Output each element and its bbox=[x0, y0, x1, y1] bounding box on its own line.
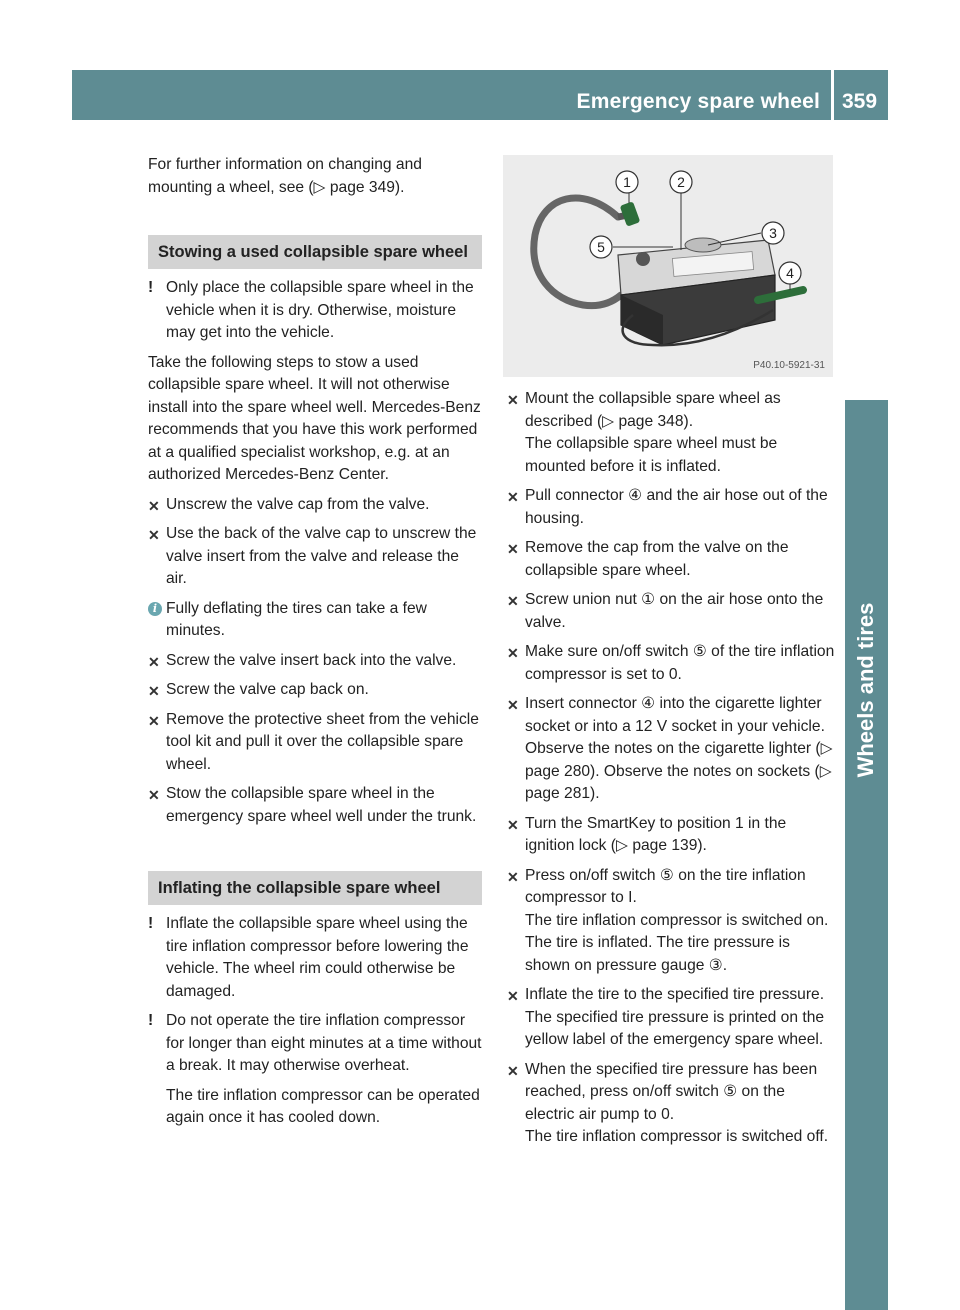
callout-1: 1 bbox=[623, 174, 631, 190]
step-icon: ✕ bbox=[507, 489, 519, 505]
list-item: ✕ Stow the collapsible spare wheel in the emergency spare wheel well under the trunk. bbox=[148, 785, 477, 825]
step-icon: ✕ bbox=[148, 787, 160, 803]
section-heading-stowing: Stowing a used collapsible spare wheel bbox=[148, 235, 482, 269]
side-tab bbox=[845, 400, 888, 1310]
list-item: ✕ Remove the cap from the valve on the collapsible spare wheel. bbox=[507, 539, 789, 579]
list-item: ✕ When the specified tire pressure has been reached, press on/off switch ⑤ on the electric air pump to 0. The tire inflation compressor is switched off. bbox=[507, 1060, 829, 1145]
compressor-illustration bbox=[503, 155, 833, 377]
step-icon: ✕ bbox=[148, 712, 160, 729]
compressor-drawing bbox=[503, 155, 833, 377]
warning-icon: ! bbox=[148, 1012, 154, 1029]
warning-icon: ! bbox=[148, 915, 154, 932]
list-item: ✕ Press on/off switch ⑤ on the tire inflation compressor to I. The tire inflation compressor is switched on. The tire is inflated. The tire pressure is shown on pressure gauge ③. bbox=[507, 866, 829, 974]
step-icon: ✕ bbox=[148, 497, 160, 514]
warning-note: ! Do not operate the tire inflation compressor for longer than eight minutes at a time without a break. It may otherwise overheat. The tire inflation compressor can be operated again once it has cooled down. bbox=[148, 1010, 482, 1130]
page-title: Emergency spare wheel bbox=[576, 90, 820, 113]
side-tab-label: Wheels and tires bbox=[853, 602, 878, 778]
step-icon: ✕ bbox=[148, 653, 160, 670]
warning-icon: ! bbox=[148, 279, 154, 296]
info-note: i Fully deflating the tires can take a few minutes. bbox=[148, 598, 482, 643]
list-item: ✕ Turn the SmartKey to position 1 in the ignition lock (▷ page 139). bbox=[507, 814, 787, 854]
callout-2: 2 bbox=[677, 174, 685, 190]
list-item: ✕ Mount the collapsible spare wheel as described (▷ page 348). The collapsible spare wheel must be mounted before it is inflated. bbox=[507, 390, 781, 475]
warning-note: ! Only place the collapsible spare wheel in the vehicle when it is dry. Otherwise, moisture may get into the vehicle. bbox=[148, 279, 474, 341]
step-icon: ✕ bbox=[507, 1062, 519, 1079]
step-icon: ✕ bbox=[148, 683, 160, 699]
step-icon: ✕ bbox=[507, 392, 519, 408]
step-icon: ✕ bbox=[148, 527, 160, 543]
step-icon: ✕ bbox=[507, 593, 519, 609]
section-heading-inflating: Inflating the collapsible spare wheel bbox=[148, 871, 482, 905]
list-item: ✕ Remove the protective sheet from the vehicle tool kit and pull it over the collapsible spare wheel. bbox=[148, 710, 479, 773]
step-icon: ✕ bbox=[507, 988, 519, 1004]
info-icon: i bbox=[148, 602, 162, 616]
step-icon: ✕ bbox=[507, 816, 519, 833]
intro-paragraph: For further information on changing and mounting a wheel, see (▷ page 349). bbox=[148, 156, 422, 196]
header-divider bbox=[831, 70, 834, 120]
list-item: ✕ Screw the valve cap back on. bbox=[148, 679, 482, 702]
list-item: ✕ Screw the valve insert back into the valve. bbox=[148, 650, 482, 673]
list-item: ✕ Screw union nut ① on the air hose onto the valve. bbox=[507, 591, 824, 631]
body-paragraph: Take the following steps to stow a used collapsible spare wheel. It will not otherwise install into the spare wheel well. Mercedes-Benz recommends that you have this work performed at a qualified specialist workshop, e.g. at an authorized Mercedes-Benz Center. bbox=[148, 353, 481, 483]
list-item: ✕ Inflate the tire to the specified tire pressure. The specified tire pressure is printed on the yellow label of the emergency spare wheel. bbox=[507, 986, 825, 1048]
warning-note: ! Inflate the collapsible spare wheel using the tire inflation compressor before lowering the vehicle. The wheel rim could otherwise be damaged. bbox=[148, 915, 469, 1000]
right-column bbox=[507, 388, 837, 1156]
warning-subtext: The tire inflation compressor can be operated again once it has cooled down. bbox=[166, 1086, 480, 1126]
callout-5: 5 bbox=[597, 239, 605, 255]
step-icon: ✕ bbox=[507, 868, 519, 885]
list-item: ✕ Unscrew the valve cap from the valve. bbox=[148, 494, 482, 517]
step-icon: ✕ bbox=[507, 645, 519, 661]
left-column bbox=[148, 154, 482, 1137]
page-number: 359 bbox=[842, 90, 878, 113]
list-item: ✕ Use the back of the valve cap to unscrew the valve insert from the valve and release the air. bbox=[148, 525, 477, 587]
list-item: ✕ Make sure on/off switch ⑤ of the tire inflation compressor is set to 0. bbox=[507, 643, 835, 683]
callout-4: 4 bbox=[786, 265, 794, 281]
step-icon: ✕ bbox=[507, 541, 519, 557]
figure-code: P40.10-5921-31 bbox=[753, 360, 825, 371]
list-item: ✕ Insert connector ④ into the cigarette lighter socket or into a 12 V socket in your vehicle. Observe the notes on the cigarette lighter (▷ page 280). Observe the notes on sockets (▷ page 281). bbox=[507, 695, 833, 802]
callout-3: 3 bbox=[769, 225, 777, 241]
list-item: ✕ Pull connector ④ and the air hose out of the housing. bbox=[507, 487, 828, 527]
step-icon: ✕ bbox=[507, 697, 519, 713]
